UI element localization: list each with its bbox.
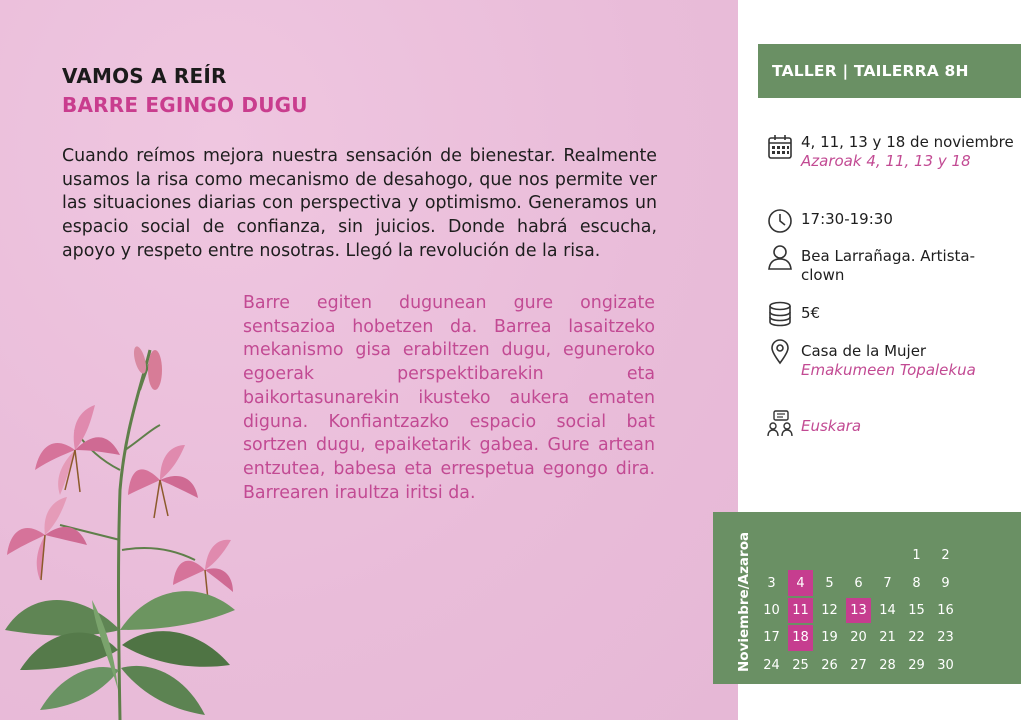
description-spanish: Cuando reímos mejora nuestra sensación de bienestar. Realmente usamos la risa como mecanismo de desahogo, que nos permite ver las situaciones diarias con perspectiva y optimismo. Generamos un espacio social de confianza, sin juicios. Donde habrá escucha, apoyo y respeto entre nosotras. Llegó la revolución de la risa. [62,146,657,261]
calendar-day-highlighted: 13 [846,598,871,623]
calendar-day: 16 [937,602,954,618]
title-spanish: VAMOS A REÍR [62,64,227,88]
language-basque: Euskara [801,417,862,435]
dates-spanish: 4, 11, 13 y 18 de noviembre [801,133,1014,151]
place-text [801,342,1016,380]
calendar-day: 30 [937,657,954,673]
calendar-day: 24 [763,657,780,673]
location-pin-icon [766,338,794,366]
teacher-text: Bea Larrañaga. Artista-clown [801,247,976,284]
calendar-month-label: Noviembre/Azaroa [736,531,752,672]
info-dates [766,133,1016,193]
calendar-icon [766,133,794,161]
calendar-day: 27 [850,657,867,673]
lily-illustration [0,330,250,720]
info-place [766,338,1016,400]
coins-icon [766,300,794,328]
calendar-day: 14 [879,602,896,618]
calendar-day: 19 [821,630,838,646]
calendar-day: 3 [767,575,776,591]
title-basque: BARRE EGINGO DUGU [62,93,308,117]
price-text: 5€ [801,304,821,322]
dates-basque: Azaroak 4, 11, 13 y 18 [801,152,971,170]
calendar-day: 21 [879,630,896,646]
clock-icon [766,207,794,235]
calendar-day: 29 [908,657,925,673]
calendar-day-highlighted: 18 [788,625,813,650]
calendar-day: 20 [850,630,867,646]
description-basque: Barre egiten dugunean gure ongizate sentsazioa hobetzen da. Barrea lasaitzeko mekanismo gisa erabiltzen dugu, eguneroko egoerak perspektibarekin eta baikortasunarekin ikusteko aukera ematen diguna. Konfiantzazko espacio social bat sortzen dugu, epaiketarik gabea. Gure artean entzutea, babesa eta errespetua egongo dira. Barrearen iraultza iritsi da. [243,293,655,503]
place-spanish: Casa de la Mujer [801,342,927,360]
calendar-day: 15 [908,602,925,618]
calendar-day: 6 [854,575,863,591]
info-time [766,207,1016,235]
place-basque: Emakumeen Topalekua [801,361,976,379]
calendar-day: 26 [821,657,838,673]
calendar-day-highlighted: 4 [788,570,813,595]
calendar-day: 12 [821,602,838,618]
language-text [801,417,1016,436]
calendar-day: 7 [883,575,892,591]
calendar-day: 5 [825,575,834,591]
calendar-day: 28 [879,657,896,673]
info-language [766,409,1016,441]
people-chat-icon [766,409,794,437]
calendar-day: 8 [912,575,921,591]
calendar-day: 23 [937,630,954,646]
calendar-day: 25 [792,657,809,673]
calendar-day: 22 [908,630,925,646]
calendar-grid [757,542,960,679]
person-icon [766,243,794,271]
calendar-day: 17 [763,630,780,646]
time-text: 17:30-19:30 [801,210,893,228]
calendar-day: 10 [763,602,780,618]
calendar-day-highlighted: 11 [788,598,813,623]
dates-text [801,133,1016,171]
calendar-day: 2 [941,548,950,564]
calendar-day: 9 [941,575,950,591]
info-teacher [766,243,1016,287]
calendar-day: 1 [912,548,921,564]
info-price [766,300,1016,328]
workshop-hours-banner: TALLER | TAILERRA 8H [758,44,1021,98]
